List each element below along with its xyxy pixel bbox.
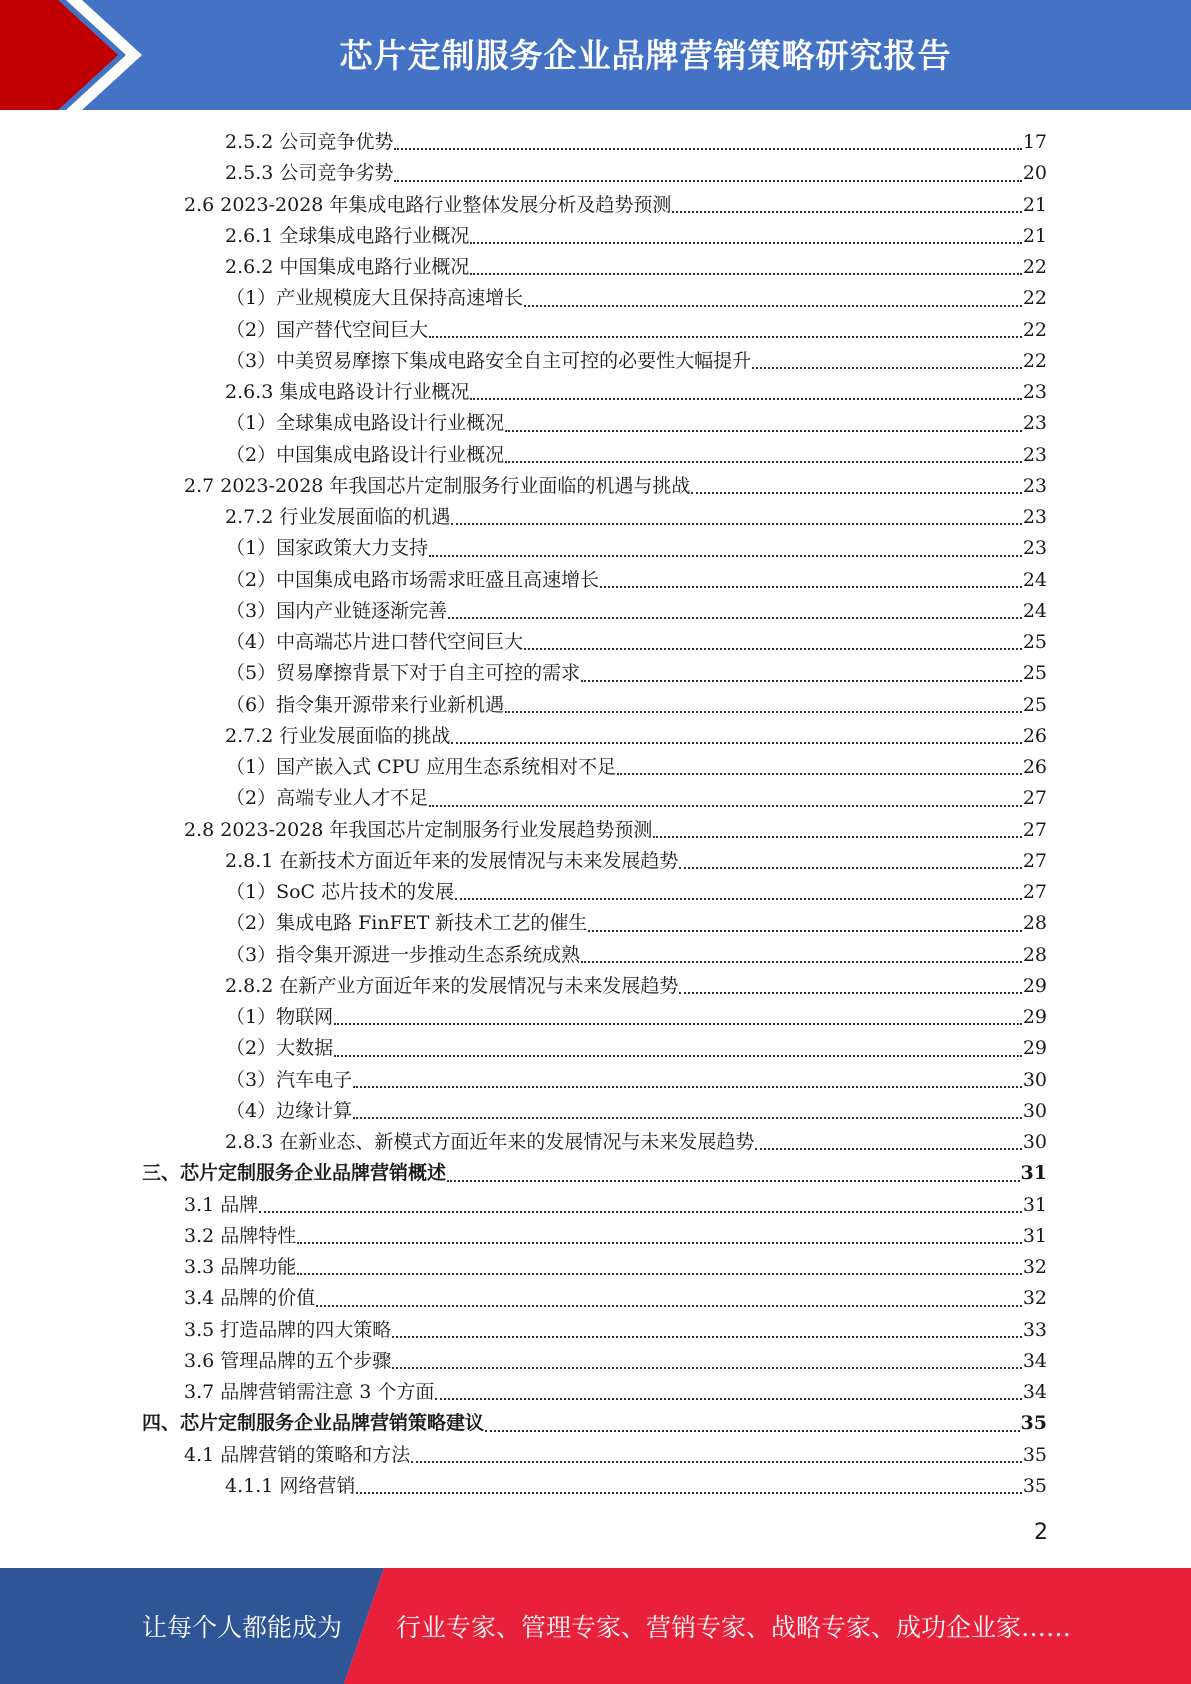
toc-entry-label: （1）国家政策大力支持 (226, 537, 429, 560)
toc-entry-page: 26 (1022, 724, 1047, 747)
toc-entry-page: 28 (1022, 912, 1047, 935)
toc-leader-dots (600, 586, 1022, 588)
toc-leader-dots (392, 1336, 1022, 1338)
toc-entry[interactable] (0, 1252, 1047, 1283)
toc-entry[interactable] (0, 315, 1047, 346)
toc-entry-page: 31 (1020, 1162, 1047, 1185)
toc-entry[interactable] (0, 690, 1047, 721)
toc-leader-dots (672, 211, 1021, 213)
toc-entry-page: 31 (1022, 1193, 1047, 1216)
toc-entry[interactable] (0, 440, 1047, 471)
toc-entry[interactable] (0, 877, 1047, 908)
document-title: 芯片定制服务企业品牌营销策略研究报告 (339, 35, 952, 75)
toc-leader-dots (617, 773, 1022, 775)
toc-entry[interactable] (0, 627, 1047, 658)
toc-entry-page: 20 (1022, 162, 1047, 185)
toc-entry-page: 17 (1022, 131, 1047, 153)
toc-leader-dots (505, 430, 1022, 432)
toc-entry[interactable] (0, 596, 1047, 627)
toc-entry-page: 23 (1022, 474, 1047, 497)
toc-leader-dots (588, 930, 1021, 932)
toc-entry[interactable] (0, 846, 1047, 877)
toc-leader-dots (334, 1023, 1022, 1025)
toc-leader-dots (334, 1055, 1022, 1057)
toc-entry-label: （1）SoC 芯片技术的发展 (226, 881, 455, 903)
toc-entry-page: 23 (1022, 412, 1047, 435)
toc-entry-page: 27 (1022, 849, 1047, 872)
toc-leader-dots (353, 1086, 1022, 1088)
toc-entry[interactable] (0, 1002, 1047, 1033)
toc-entry-label: （2）高端专业人才不足 (226, 787, 429, 810)
toc-entry-label: （2）国产替代空间巨大 (226, 318, 429, 341)
toc-entry-page: 29 (1022, 974, 1047, 997)
header-banner (0, 0, 1191, 110)
toc-entry-page: 29 (1022, 1006, 1047, 1028)
toc-leader-dots (259, 1211, 1022, 1213)
toc-entry-label: （4）边缘计算 (226, 1099, 353, 1122)
toc-leader-dots (429, 555, 1022, 557)
toc-entry-page: 21 (1022, 224, 1047, 247)
toc-entry[interactable] (0, 252, 1047, 283)
toc-leader-dots (455, 898, 1022, 900)
toc-entry-page: 22 (1022, 349, 1047, 372)
toc-leader-dots (524, 648, 1022, 650)
toc-entry-page: 32 (1022, 1287, 1047, 1310)
toc-entry[interactable] (0, 1033, 1047, 1064)
toc-entry[interactable] (0, 1096, 1047, 1127)
toc-entry-page: 31 (1022, 1224, 1047, 1247)
toc-entry[interactable] (0, 1065, 1047, 1096)
toc-entry[interactable] (0, 471, 1047, 502)
toc-entry-label: （1）国产嵌入式 CPU 应用生态系统相对不足 (226, 756, 617, 778)
toc-entry-label: （2）中国集成电路设计行业概况 (226, 443, 505, 466)
toc-entry-page: 34 (1022, 1349, 1047, 1372)
toc-leader-dots (353, 1117, 1022, 1119)
toc-entry-page: 29 (1022, 1037, 1047, 1060)
toc-entry-page: 27 (1022, 787, 1047, 810)
toc-leader-dots (356, 1492, 1021, 1494)
toc-entry-label: 3.4 品牌的价值 (184, 1287, 316, 1310)
toc-entry-label: （3）汽车电子 (226, 1068, 353, 1091)
toc-leader-dots (581, 961, 1022, 963)
toc-leader-dots (679, 992, 1021, 994)
toc-entry-label: （5）贸易摩擦背景下对于自主可控的需求 (226, 662, 581, 685)
toc-entry-page: 25 (1022, 662, 1047, 685)
toc-entry-label: 2.6 2023-2028 年集成电路行业整体发展分析及趋势预测 (184, 193, 672, 216)
toc-leader-dots (429, 805, 1022, 807)
toc-entry-label: 2.7.2 行业发展面临的机遇 (225, 506, 451, 528)
toc-leader-dots (297, 1242, 1022, 1244)
toc-entry[interactable] (0, 658, 1047, 689)
page-number: 2 (1034, 1520, 1048, 1545)
toc-entry-page: 30 (1022, 1131, 1047, 1153)
toc-leader-dots (581, 680, 1022, 682)
toc-leader-dots (691, 492, 1021, 494)
toc-entry[interactable] (0, 408, 1047, 439)
toc-leader-dots (451, 523, 1021, 525)
toc-entry-page: 33 (1022, 1318, 1047, 1341)
toc-leader-dots (394, 180, 1021, 182)
toc-entry-label: 3.7 品牌营销需注意 3 个方面 (184, 1381, 435, 1403)
toc-entry[interactable] (0, 283, 1047, 314)
toc-entry-label: 2.8.3 在新业态、新模式方面近年来的发展情况与未来发展趋势 (225, 1131, 755, 1153)
toc-entry-label: （3）国内产业链逐渐完善 (226, 599, 448, 622)
toc-entry-label: 三、芯片定制服务企业品牌营销概述 (142, 1162, 447, 1185)
toc-leader-dots (653, 836, 1021, 838)
toc-entry-label: 3.6 管理品牌的五个步骤 (184, 1349, 392, 1372)
toc-entry-page: 23 (1022, 381, 1047, 403)
toc-entry-page: 26 (1022, 756, 1047, 778)
toc-entry-label: （3）指令集开源进一步推动生态系统成熟 (226, 943, 581, 966)
toc-entry-label: （2）中国集成电路市场需求旺盛且高速增长 (226, 568, 600, 591)
toc-entry[interactable] (0, 221, 1047, 252)
toc-entry-label: 2.8.1 在新技术方面近年来的发展情况与未来发展趋势 (225, 849, 679, 872)
toc-entry[interactable] (0, 815, 1047, 846)
toc-entry-page: 24 (1022, 599, 1047, 622)
toc-entry-page: 23 (1022, 506, 1047, 528)
toc-entry-page: 27 (1022, 881, 1047, 903)
toc-entry[interactable] (0, 1346, 1047, 1377)
toc-entry-label: （1）产业规模庞大且保持高速增长 (226, 287, 524, 310)
toc-entry-label: 3.3 品牌功能 (184, 1256, 297, 1278)
toc-leader-dots (752, 367, 1022, 369)
toc-entry-label: （1）全球集成电路设计行业概况 (226, 412, 505, 435)
toc-entry-page: 30 (1022, 1099, 1047, 1122)
toc-leader-dots (297, 1273, 1022, 1275)
toc-entry-page: 22 (1022, 318, 1047, 341)
toc-entry[interactable] (0, 158, 1047, 189)
toc-entry-page: 28 (1022, 943, 1047, 966)
toc-entry-page: 23 (1022, 537, 1047, 560)
toc-entry[interactable] (0, 721, 1047, 752)
toc-entry-label: 2.7 2023-2028 年我国芯片定制服务行业面临的机遇与挑战 (184, 474, 691, 497)
toc-entry[interactable] (0, 190, 1047, 221)
toc-entry-label: 2.5.2 公司竞争优势 (225, 131, 394, 153)
toc-leader-dots (470, 398, 1021, 400)
toc-entry[interactable] (0, 565, 1047, 596)
toc-leader-dots (505, 711, 1022, 713)
toc-leader-dots (392, 1367, 1022, 1369)
toc-entry-page: 35 (1022, 1443, 1047, 1466)
toc-entry[interactable] (0, 127, 1047, 158)
toc-entry-page: 35 (1020, 1412, 1047, 1435)
table-of-contents (0, 127, 1191, 1502)
toc-entry[interactable] (0, 1190, 1047, 1221)
toc-leader-dots (470, 242, 1021, 244)
toc-entry[interactable] (0, 752, 1047, 783)
toc-entry-page: 22 (1022, 256, 1047, 278)
toc-entry-label: 2.8.2 在新产业方面近年来的发展情况与未来发展趋势 (225, 974, 679, 997)
toc-entry-label: 3.1 品牌 (184, 1193, 259, 1216)
toc-leader-dots (470, 273, 1021, 275)
toc-entry[interactable] (0, 1377, 1047, 1408)
toc-leader-dots (447, 1180, 1020, 1182)
toc-leader-dots (394, 148, 1021, 150)
toc-entry-label: 2.5.3 公司竞争劣势 (225, 162, 394, 185)
toc-entry-label: （4）中高端芯片进口替代空间巨大 (226, 631, 524, 653)
toc-entry[interactable] (0, 1283, 1047, 1314)
toc-entry-page: 27 (1022, 818, 1047, 841)
toc-leader-dots (485, 1430, 1020, 1432)
toc-entry[interactable] (0, 1315, 1047, 1346)
toc-entry[interactable] (0, 533, 1047, 564)
toc-entry-label: 4.1 品牌营销的策略和方法 (184, 1443, 411, 1466)
footer-banner (0, 1568, 1191, 1684)
toc-entry[interactable] (0, 783, 1047, 814)
toc-entry-label: 3.2 品牌特性 (184, 1224, 297, 1247)
toc-entry-page: 25 (1022, 631, 1047, 653)
toc-entry-label: 3.5 打造品牌的四大策略 (184, 1318, 392, 1341)
toc-entry[interactable] (0, 1158, 1047, 1189)
toc-entry-label: 四、芯片定制服务企业品牌营销策略建议 (142, 1412, 485, 1435)
toc-entry-page: 24 (1022, 568, 1047, 591)
toc-entry-label: 2.6.1 全球集成电路行业概况 (225, 224, 470, 247)
toc-entry-page: 35 (1022, 1474, 1047, 1497)
toc-entry-label: 2.8 2023-2028 年我国芯片定制服务行业发展趋势预测 (184, 818, 653, 841)
toc-entry-page: 22 (1022, 287, 1047, 310)
toc-leader-dots (429, 336, 1022, 338)
toc-entry[interactable] (0, 1221, 1047, 1252)
toc-entry[interactable] (0, 971, 1047, 1002)
toc-entry-page: 32 (1022, 1256, 1047, 1278)
toc-entry[interactable] (0, 377, 1047, 408)
toc-leader-dots (505, 461, 1022, 463)
toc-entry-label: 4.1.1 网络营销 (225, 1474, 356, 1497)
toc-leader-dots (435, 1398, 1021, 1400)
toc-entry[interactable] (0, 346, 1047, 377)
toc-entry[interactable] (0, 1127, 1047, 1158)
toc-entry[interactable] (0, 1440, 1047, 1471)
toc-entry-label: （2）集成电路 FinFET 新技术工艺的催生 (226, 912, 588, 935)
toc-entry-page: 25 (1022, 693, 1047, 716)
toc-entry-label: （1）物联网 (226, 1006, 334, 1028)
toc-entry-label: 2.6.2 中国集成电路行业概况 (225, 256, 470, 278)
toc-entry[interactable] (0, 1408, 1047, 1439)
toc-leader-dots (679, 867, 1021, 869)
toc-entry[interactable] (0, 940, 1047, 971)
toc-entry[interactable] (0, 502, 1047, 533)
toc-entry-label: 2.6.3 集成电路设计行业概况 (225, 381, 470, 403)
toc-entry-page: 21 (1022, 193, 1047, 216)
toc-entry[interactable] (0, 908, 1047, 939)
toc-entry-page: 34 (1022, 1381, 1047, 1403)
toc-leader-dots (411, 1461, 1022, 1463)
toc-leader-dots (448, 617, 1022, 619)
toc-entry-label: 2.7.2 行业发展面临的挑战 (225, 724, 451, 747)
toc-leader-dots (524, 305, 1022, 307)
toc-leader-dots (451, 742, 1021, 744)
toc-entry-label: （2）大数据 (226, 1037, 334, 1060)
toc-entry-label: （3）中美贸易摩擦下集成电路安全自主可控的必要性大幅提升 (226, 349, 752, 372)
toc-entry[interactable] (0, 1471, 1047, 1502)
toc-entry-page: 30 (1022, 1068, 1047, 1091)
footer-slogan-left: 让每个人都能成为 (142, 1613, 343, 1642)
toc-leader-dots (755, 1148, 1021, 1150)
toc-leader-dots (316, 1305, 1022, 1307)
toc-entry-page: 23 (1022, 443, 1047, 466)
footer-slogan-right: 行业专家、管理专家、营销专家、战略专家、成功企业家…… (396, 1613, 1072, 1642)
toc-entry-label: （6）指令集开源带来行业新机遇 (226, 693, 505, 716)
